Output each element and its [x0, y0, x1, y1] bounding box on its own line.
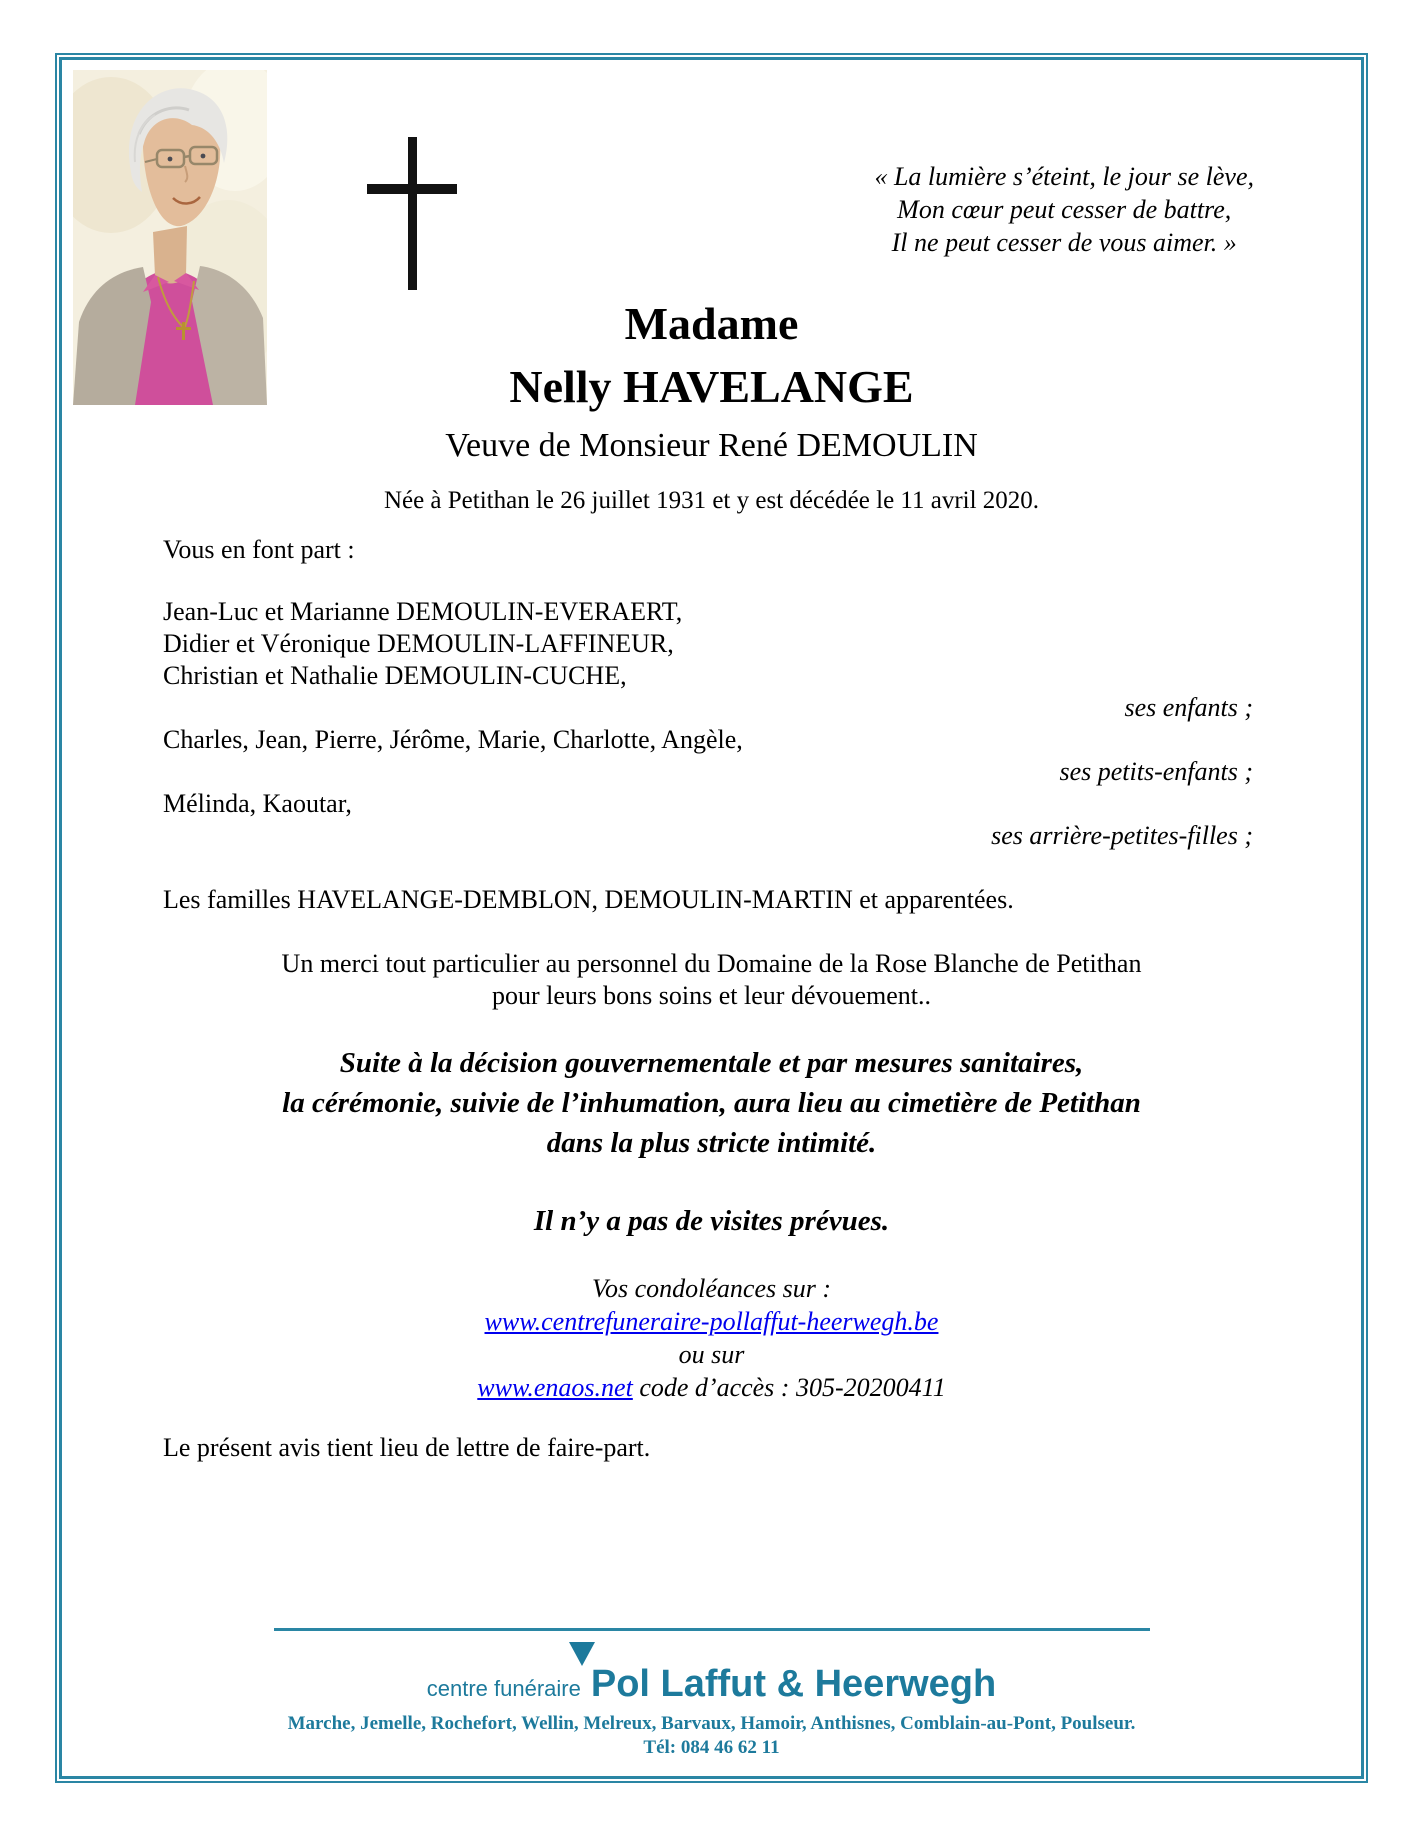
- condolences-link-enaos[interactable]: www.enaos.net: [477, 1373, 633, 1402]
- brand-name: Pol Laffut & Heerwegh: [591, 1664, 996, 1704]
- children-label: ses enfants ;: [1124, 693, 1253, 722]
- portrait-photo: [73, 70, 267, 405]
- condolences-link-funeraire[interactable]: www.centrefuneraire-pollaffut-heerwegh.be: [484, 1307, 939, 1336]
- access-code: code d’accès : 305-20200411: [639, 1373, 946, 1402]
- condolences-block: [62, 1272, 1361, 1404]
- thanks-block: [62, 948, 1361, 1012]
- portrait-photo-illustration: [73, 70, 267, 405]
- thanks-line-2: pour leurs bons soins et leur dévouement..: [491, 981, 932, 1010]
- funeral-home-brand: [62, 1664, 1361, 1704]
- child-line: Didier et Véronique DEMOULIN-LAFFINEUR,: [163, 629, 674, 658]
- ceremony-notice: [62, 1043, 1361, 1163]
- triangle-icon: [569, 1642, 595, 1666]
- deceased-name: Nelly HAVELANGE: [509, 361, 914, 412]
- memorial-quote: [874, 160, 1254, 259]
- civility-title: Madame: [624, 298, 799, 349]
- condolences-intro: Vos condoléances sur :: [591, 1274, 831, 1303]
- quote-line-2: Mon cœur peut cesser de battre,: [897, 195, 1232, 224]
- footer-divider: [274, 1628, 1150, 1631]
- greatgrandchildren-line: Mélinda, Kaoutar,: [163, 789, 352, 818]
- decorative-border-frame: [55, 53, 1368, 1783]
- ceremony-line-1: Suite à la décision gouvernementale et par mesures sanitaires,: [339, 1047, 1084, 1079]
- quote-line-1: « La lumière s’éteint, le jour se lève,: [874, 162, 1254, 191]
- child-line: Jean-Luc et Marianne DEMOULIN-EVERAERT,: [163, 597, 683, 626]
- thanks-line-1: Un merci tout particulier au personnel du Domaine de la Rose Blanche de Petithan: [281, 949, 1142, 978]
- funeral-home-phone: Tél: 084 46 62 11: [643, 1737, 780, 1758]
- quote-line-3: Il ne peut cesser de vous aimer. »: [891, 228, 1237, 257]
- announcement-intro: Vous en font part :: [163, 535, 355, 564]
- faire-part-notice: Le présent avis tient lieu de lettre de faire-part.: [163, 1433, 651, 1462]
- ceremony-line-2: la cérémonie, suivie de l’inhumation, aura lieu au cimetière de Petithan: [282, 1087, 1141, 1119]
- decorative-border-frame-inner: [59, 57, 1364, 1779]
- brand-prefix: centre funéraire: [426, 1676, 581, 1701]
- grandchildren-line: Charles, Jean, Pierre, Jérôme, Marie, Charlotte, Angèle,: [163, 725, 743, 754]
- families-line: Les familles HAVELANGE-DEMBLON, DEMOULIN-MARTIN et apparentées.: [163, 885, 1014, 914]
- life-dates: Née à Petithan le 26 juillet 1931 et y est décédée le 11 avril 2020.: [383, 487, 1040, 514]
- funeral-home-footer: [62, 1628, 1361, 1760]
- no-visits-line: Il n’y a pas de visites prévues.: [533, 1205, 890, 1237]
- funeral-home-locations: Marche, Jemelle, Rochefort, Wellin, Melreux, Barvaux, Hamoir, Anthisnes, Comblain-au-Pont, Poulseur.: [287, 1713, 1136, 1734]
- family-list: [62, 596, 1361, 852]
- child-line: Christian et Nathalie DEMOULIN-CUCHE,: [163, 661, 627, 690]
- memorial-cross-icon: [367, 137, 457, 290]
- greatgrandchildren-label: ses arrière-petites-filles ;: [991, 821, 1253, 850]
- ceremony-line-3: dans la plus stricte intimité.: [546, 1127, 877, 1159]
- widow-line: Veuve de Monsieur René DEMOULIN: [445, 427, 978, 464]
- neck: [153, 226, 187, 284]
- grandchildren-label: ses petits-enfants ;: [1059, 757, 1253, 786]
- announcement-content: [62, 60, 1361, 1776]
- condolences-or: ou sur: [678, 1340, 745, 1369]
